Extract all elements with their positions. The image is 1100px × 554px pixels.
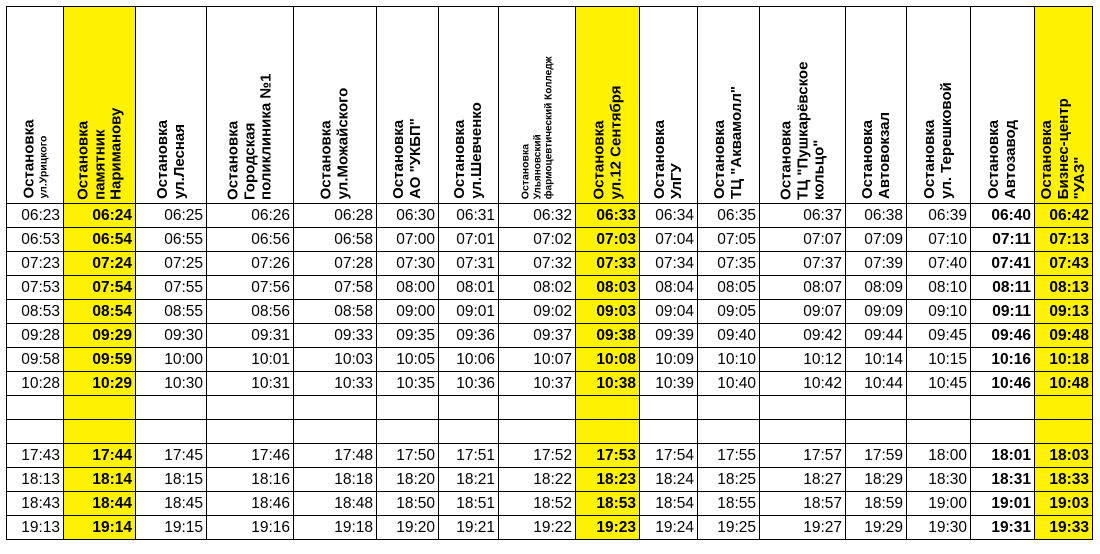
time-cell: 18:29 (846, 468, 907, 492)
table-row (7, 228, 1093, 252)
time-cell: 18:53 (576, 492, 640, 516)
time-cell: 07:23 (7, 252, 64, 276)
time-cell: 19:15 (136, 516, 207, 540)
time-cell: 07:33 (576, 252, 640, 276)
time-cell: 17:52 (499, 444, 576, 468)
stop-header-line: ул. Терешковой (937, 82, 955, 199)
time-cell: 07:26 (207, 252, 294, 276)
time-cell (439, 396, 499, 420)
time-cell: 08:10 (907, 276, 971, 300)
time-cell: 06:32 (499, 204, 576, 228)
time-cell: 18:55 (698, 492, 760, 516)
table-row (7, 324, 1093, 348)
time-cell: 18:00 (907, 444, 971, 468)
stop-header-4 (294, 7, 377, 204)
time-cell: 19:27 (760, 516, 846, 540)
time-cell: 19:22 (499, 516, 576, 540)
time-cell: 19:00 (907, 492, 971, 516)
table-row (7, 300, 1093, 324)
time-cell: 07:55 (136, 276, 207, 300)
time-cell (640, 396, 698, 420)
time-cell: 10:10 (698, 348, 760, 372)
time-cell: 07:40 (907, 252, 971, 276)
time-cell: 06:33 (576, 204, 640, 228)
time-cell: 10:30 (136, 372, 207, 396)
time-cell (698, 420, 760, 444)
time-cell: 07:43 (1035, 252, 1093, 276)
time-cell: 09:35 (377, 324, 439, 348)
time-cell: 10:46 (971, 372, 1035, 396)
time-cell: 10:40 (698, 372, 760, 396)
time-cell: 09:37 (499, 324, 576, 348)
time-cell: 09:46 (971, 324, 1035, 348)
time-cell: 18:59 (846, 492, 907, 516)
time-cell: 10:42 (760, 372, 846, 396)
time-cell: 07:34 (640, 252, 698, 276)
time-cell: 18:13 (7, 468, 64, 492)
time-cell: 10:31 (207, 372, 294, 396)
time-cell (1035, 420, 1093, 444)
time-cell: 07:28 (294, 252, 377, 276)
stop-header-line: Остановка (776, 120, 794, 200)
time-cell (64, 420, 136, 444)
table-row (7, 372, 1093, 396)
stop-header-line: фармоцевтический Колледж (542, 56, 554, 200)
time-cell: 18:50 (377, 492, 439, 516)
time-cell: 10:48 (1035, 372, 1093, 396)
time-cell: 09:39 (640, 324, 698, 348)
time-cell (907, 396, 971, 420)
time-cell: 18:57 (760, 492, 846, 516)
time-cell: 09:38 (576, 324, 640, 348)
time-cell: 19:21 (439, 516, 499, 540)
time-cell: 10:33 (294, 372, 377, 396)
stop-header-7 (499, 7, 576, 204)
time-cell: 08:58 (294, 300, 377, 324)
table-row (7, 420, 1093, 444)
time-cell: 07:02 (499, 228, 576, 252)
time-cell: 07:24 (64, 252, 136, 276)
time-cell: 06:39 (907, 204, 971, 228)
time-cell: 06:34 (640, 204, 698, 228)
time-cell: 18:31 (971, 468, 1035, 492)
stop-header-line: ТЦ "Аквамолл" (727, 86, 745, 199)
time-cell: 18:54 (640, 492, 698, 516)
time-cell (846, 420, 907, 444)
stop-header-line: Остановка (590, 120, 608, 200)
time-cell: 09:45 (907, 324, 971, 348)
time-cell: 17:55 (698, 444, 760, 468)
table-row (7, 516, 1093, 540)
time-cell: 08:09 (846, 276, 907, 300)
time-cell: 18:20 (377, 468, 439, 492)
time-cell: 06:31 (439, 204, 499, 228)
time-cell: 19:01 (971, 492, 1035, 516)
time-cell: 06:55 (136, 228, 207, 252)
time-cell: 10:16 (971, 348, 1035, 372)
time-cell: 18:48 (294, 492, 377, 516)
time-cell: 09:40 (698, 324, 760, 348)
time-cell: 09:33 (294, 324, 377, 348)
time-cell: 09:28 (7, 324, 64, 348)
stop-header-12 (846, 7, 907, 204)
time-cell: 18:44 (64, 492, 136, 516)
stop-header-line: поликлиника №1 (257, 73, 275, 200)
time-cell (576, 396, 640, 420)
time-cell: 07:53 (7, 276, 64, 300)
stop-header-line: Нариманову (106, 107, 124, 200)
time-cell (1035, 396, 1093, 420)
stop-header-line: памятник (90, 128, 108, 200)
time-cell: 06:30 (377, 204, 439, 228)
time-cell: 09:58 (7, 348, 64, 372)
time-cell: 07:11 (971, 228, 1035, 252)
time-cell: 07:58 (294, 276, 377, 300)
time-cell: 09:05 (698, 300, 760, 324)
time-cell: 08:00 (377, 276, 439, 300)
time-cell: 08:03 (576, 276, 640, 300)
time-cell (294, 396, 377, 420)
time-cell: 09:36 (439, 324, 499, 348)
time-cell: 07:04 (640, 228, 698, 252)
stop-header-line: Городская (240, 122, 258, 200)
schedule-body (7, 204, 1093, 540)
time-cell: 17:43 (7, 444, 64, 468)
time-cell: 10:06 (439, 348, 499, 372)
time-cell: 06:23 (7, 204, 64, 228)
stop-header-line: Остановка (651, 120, 668, 199)
stop-header-9 (640, 7, 698, 204)
time-cell: 09:59 (64, 348, 136, 372)
time-cell: 17:50 (377, 444, 439, 468)
time-cell: 07:09 (846, 228, 907, 252)
time-cell (294, 420, 377, 444)
table-row (7, 396, 1093, 420)
time-cell: 18:46 (207, 492, 294, 516)
time-cell: 07:41 (971, 252, 1035, 276)
stop-header-1 (64, 7, 136, 204)
time-cell: 18:30 (907, 468, 971, 492)
stop-header-line: Остановка (317, 119, 335, 199)
time-cell (7, 420, 64, 444)
time-cell: 10:07 (499, 348, 576, 372)
time-cell (640, 420, 698, 444)
stop-header-line: УлГУ (667, 163, 685, 199)
stop-header-line: ул.Можайского (333, 87, 351, 199)
time-cell: 17:51 (439, 444, 499, 468)
stop-header-line: Остановка (153, 120, 171, 199)
time-cell (377, 396, 439, 420)
stop-header-line: Остановка (450, 119, 468, 199)
time-cell: 09:31 (207, 324, 294, 348)
header-row (7, 7, 1093, 204)
time-cell: 18:43 (7, 492, 64, 516)
stop-header-11 (760, 7, 846, 204)
time-cell: 19:25 (698, 516, 760, 540)
time-cell: 09:44 (846, 324, 907, 348)
time-cell: 07:54 (64, 276, 136, 300)
time-cell: 18:21 (439, 468, 499, 492)
time-cell: 07:25 (136, 252, 207, 276)
stop-header-13 (907, 7, 971, 204)
time-cell: 19:33 (1035, 516, 1093, 540)
time-cell: 08:55 (136, 300, 207, 324)
time-cell: 09:03 (576, 300, 640, 324)
stop-header-10 (698, 7, 760, 204)
stop-header-line: Остановка (985, 120, 1003, 200)
time-cell (760, 420, 846, 444)
stop-header-line: Ульяновский (531, 134, 543, 200)
table-row (7, 252, 1093, 276)
time-cell: 17:59 (846, 444, 907, 468)
bus-schedule-table (6, 6, 1093, 540)
time-cell: 06:37 (760, 204, 846, 228)
schedule-sheet (6, 6, 1093, 540)
time-cell: 10:09 (640, 348, 698, 372)
time-cell: 07:05 (698, 228, 760, 252)
time-cell: 19:20 (377, 516, 439, 540)
time-cell: 07:30 (377, 252, 439, 276)
time-cell: 19:18 (294, 516, 377, 540)
stop-header-line: ул.Шевченко (467, 102, 485, 199)
time-cell: 07:07 (760, 228, 846, 252)
time-cell (499, 396, 576, 420)
table-row (7, 348, 1093, 372)
stop-header-line: ул.Лесная (170, 123, 187, 199)
time-cell (64, 396, 136, 420)
time-cell: 10:45 (907, 372, 971, 396)
stop-header-line: Остановка (1037, 120, 1055, 200)
time-cell: 10:18 (1035, 348, 1093, 372)
stop-header-line: Автозавод (1001, 119, 1019, 200)
time-cell: 08:05 (698, 276, 760, 300)
stop-header-line: Остановка (710, 119, 728, 199)
time-cell: 19:31 (971, 516, 1035, 540)
time-cell: 09:42 (760, 324, 846, 348)
stop-header-line: Автовокзал (875, 112, 892, 199)
time-cell: 06:24 (64, 204, 136, 228)
time-cell: 10:28 (7, 372, 64, 396)
time-cell: 09:29 (64, 324, 136, 348)
stop-header-line: Остановка (519, 143, 532, 200)
time-cell: 09:04 (640, 300, 698, 324)
time-cell: 07:32 (499, 252, 576, 276)
stop-header-line: Остановка (19, 119, 37, 199)
time-cell: 08:04 (640, 276, 698, 300)
time-cell: 06:40 (971, 204, 1035, 228)
time-cell: 07:35 (698, 252, 760, 276)
time-cell: 17:45 (136, 444, 207, 468)
time-cell: 07:13 (1035, 228, 1093, 252)
time-cell: 06:42 (1035, 204, 1093, 228)
time-cell: 07:31 (439, 252, 499, 276)
time-cell: 06:38 (846, 204, 907, 228)
time-cell: 18:45 (136, 492, 207, 516)
time-cell: 08:13 (1035, 276, 1093, 300)
time-cell (971, 396, 1035, 420)
stop-header-line: АО "УКБП" (406, 118, 424, 199)
time-cell: 18:24 (640, 468, 698, 492)
stop-header-3 (207, 7, 294, 204)
table-row (7, 276, 1093, 300)
stop-header-14 (971, 7, 1035, 204)
time-cell: 18:03 (1035, 444, 1093, 468)
time-cell: 09:13 (1035, 300, 1093, 324)
time-cell: 10:29 (64, 372, 136, 396)
time-cell (7, 396, 64, 420)
stop-header-line: ул.Урицкого (36, 136, 49, 199)
time-cell: 08:54 (64, 300, 136, 324)
time-cell: 10:38 (576, 372, 640, 396)
stop-header-2 (136, 7, 207, 204)
time-cell: 08:53 (7, 300, 64, 324)
time-cell (760, 396, 846, 420)
stop-header-line: Остановка (858, 120, 876, 199)
time-cell: 06:26 (207, 204, 294, 228)
time-cell: 08:11 (971, 276, 1035, 300)
time-cell: 18:01 (971, 444, 1035, 468)
time-cell: 18:15 (136, 468, 207, 492)
time-cell: 10:37 (499, 372, 576, 396)
time-cell: 06:54 (64, 228, 136, 252)
time-cell: 19:23 (576, 516, 640, 540)
time-cell: 17:53 (576, 444, 640, 468)
table-row (7, 444, 1093, 468)
time-cell: 18:22 (499, 468, 576, 492)
time-cell: 18:51 (439, 492, 499, 516)
time-cell: 06:28 (294, 204, 377, 228)
time-cell: 18:23 (576, 468, 640, 492)
time-cell: 09:48 (1035, 324, 1093, 348)
time-cell: 17:54 (640, 444, 698, 468)
stop-header-0 (7, 7, 64, 204)
time-cell: 17:46 (207, 444, 294, 468)
time-cell: 18:27 (760, 468, 846, 492)
table-row (7, 468, 1093, 492)
time-cell: 07:39 (846, 252, 907, 276)
stop-header-line: Остановка (73, 120, 91, 200)
time-cell (971, 420, 1035, 444)
table-row (7, 492, 1093, 516)
time-cell: 18:14 (64, 468, 136, 492)
stop-header-line: Остановка (389, 119, 407, 199)
table-row (7, 204, 1093, 228)
time-cell: 10:15 (907, 348, 971, 372)
time-cell: 19:16 (207, 516, 294, 540)
time-cell: 18:16 (207, 468, 294, 492)
time-cell: 06:56 (207, 228, 294, 252)
stop-header-15 (1035, 7, 1093, 204)
time-cell: 07:56 (207, 276, 294, 300)
time-cell: 18:25 (698, 468, 760, 492)
time-cell: 10:12 (760, 348, 846, 372)
time-cell: 08:56 (207, 300, 294, 324)
time-cell (207, 396, 294, 420)
stop-header-line: Остановка (920, 119, 938, 199)
time-cell: 17:57 (760, 444, 846, 468)
time-cell: 19:03 (1035, 492, 1093, 516)
stop-header-line: ТЦ "Пушкарёвское (793, 61, 811, 200)
time-cell: 10:01 (207, 348, 294, 372)
time-cell (576, 420, 640, 444)
time-cell (439, 420, 499, 444)
time-cell: 19:24 (640, 516, 698, 540)
time-cell: 19:13 (7, 516, 64, 540)
time-cell: 17:48 (294, 444, 377, 468)
time-cell: 09:11 (971, 300, 1035, 324)
time-cell (846, 396, 907, 420)
time-cell (207, 420, 294, 444)
time-cell: 09:07 (760, 300, 846, 324)
time-cell: 19:29 (846, 516, 907, 540)
time-cell: 10:44 (846, 372, 907, 396)
time-cell: 10:08 (576, 348, 640, 372)
time-cell: 09:00 (377, 300, 439, 324)
time-cell: 09:09 (846, 300, 907, 324)
stop-header-8 (576, 7, 640, 204)
time-cell: 09:01 (439, 300, 499, 324)
time-cell: 10:00 (136, 348, 207, 372)
time-cell: 06:25 (136, 204, 207, 228)
stop-header-5 (377, 7, 439, 204)
time-cell: 08:01 (439, 276, 499, 300)
time-cell: 19:30 (907, 516, 971, 540)
time-cell (136, 396, 207, 420)
time-cell: 07:00 (377, 228, 439, 252)
time-cell: 10:35 (377, 372, 439, 396)
time-cell (377, 420, 439, 444)
time-cell: 06:35 (698, 204, 760, 228)
stop-header-6 (439, 7, 499, 204)
stop-header-line: кольцо" (809, 139, 827, 200)
time-cell: 07:03 (576, 228, 640, 252)
time-cell (499, 420, 576, 444)
time-cell: 10:14 (846, 348, 907, 372)
time-cell: 06:58 (294, 228, 377, 252)
time-cell: 09:10 (907, 300, 971, 324)
time-cell: 18:33 (1035, 468, 1093, 492)
time-cell: 17:44 (64, 444, 136, 468)
stop-header-line: "УАЗ" (1070, 156, 1088, 200)
time-cell: 08:02 (499, 276, 576, 300)
time-cell: 18:18 (294, 468, 377, 492)
stop-header-line: ул.12 Сентября (606, 84, 624, 200)
time-cell (136, 420, 207, 444)
time-cell: 06:53 (7, 228, 64, 252)
time-cell (907, 420, 971, 444)
time-cell: 10:36 (439, 372, 499, 396)
time-cell: 08:07 (760, 276, 846, 300)
time-cell: 18:52 (499, 492, 576, 516)
time-cell: 07:01 (439, 228, 499, 252)
time-cell: 19:14 (64, 516, 136, 540)
time-cell: 07:37 (760, 252, 846, 276)
time-cell: 10:05 (377, 348, 439, 372)
time-cell: 10:39 (640, 372, 698, 396)
time-cell: 09:30 (136, 324, 207, 348)
time-cell (698, 396, 760, 420)
stop-header-line: Остановка (224, 120, 242, 200)
stop-header-line: Бизнес-центр (1054, 98, 1072, 200)
time-cell: 09:02 (499, 300, 576, 324)
time-cell: 10:03 (294, 348, 377, 372)
time-cell: 07:10 (907, 228, 971, 252)
